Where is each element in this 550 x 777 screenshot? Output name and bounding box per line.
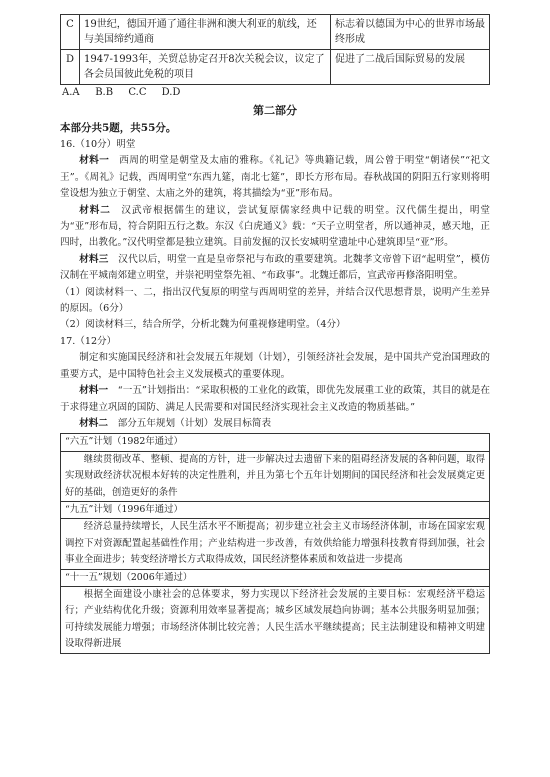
material-text: 汉武帝根据儒生的建议，尝试复原儒家经典中记载的明堂。汉代儒生提出，明堂为“亚”形布局，符合阴阳五行之数。东汉《白虎通义》载：“天子立明堂者，所以通神灵，感天地，正四时，出教化。”汉代明堂都是独立建筑。目前发掘的汉长安城明堂遗址中心建筑即呈“亚”形。 [60, 204, 491, 249]
q16-sub-question-1: （1）阅读材料一、二，指出汉代复原的明堂与西周明堂的差异，并结合汉代思想背景，说明产生差异的原因。（6分） [60, 286, 490, 315]
material-label: 材料一 [79, 155, 110, 167]
table-row [61, 519, 490, 569]
material-label: 材料一 [79, 385, 109, 397]
q16-material-1 [60, 153, 490, 202]
material-text: 部分五年规划（计划）发展目标简表 [117, 417, 272, 429]
material-label: 材料三 [79, 253, 109, 265]
table-row [61, 501, 490, 518]
plan-heading: “十一五”规划（2006年通过） [61, 569, 490, 586]
choice-c[interactable]: C.C [128, 87, 147, 98]
table-row [61, 15, 490, 50]
option-event: 19世纪，德国开通了通往非洲和澳大利亚的航线，还与美国缔约通商 [80, 15, 331, 50]
table-row [61, 586, 490, 653]
option-table [60, 14, 490, 85]
q17-heading: 17.（12分） [60, 335, 117, 347]
table-row [61, 50, 490, 85]
table-row [61, 569, 490, 586]
material-text: 西周的明堂是朝堂及太庙的雅称。《礼记》等典籍记载，周公曾于明堂“朝诸侯”“祀文王”。《周礼》记载，西周明堂“东西九筵，南北七筵”，即长方形布局。春秋战国的阴阳五行家则将明堂设想为独立于朝堂、太庙之外的建筑，将其描绘为“亚”形布局。 [60, 155, 491, 200]
material-label: 材料二 [79, 204, 111, 216]
part-note: 本部分共5题，共55分。 [60, 122, 177, 134]
table-row [61, 451, 490, 501]
q17-intro: 制定和实施国民经济和社会发展五年规划（计划），引领经济社会发展，是中国共产党治国理政的重要方式，是中国特色社会主义发展模式的重要体现。 [60, 352, 490, 380]
q16-material-2 [60, 203, 490, 252]
q16-heading: 16.（10分）明堂 [60, 139, 136, 150]
option-letter: C [61, 15, 80, 50]
material-label: 材料二 [79, 417, 108, 429]
choice-a[interactable]: A.A [62, 87, 80, 98]
q17-material-1 [60, 383, 490, 416]
option-letter: D [61, 50, 80, 85]
choice-b[interactable]: B.B [95, 87, 114, 98]
plan-body: 继续贯彻改革、整顿、提高的方针，进一步解决过去遗留下来的阻碍经济发展的各种问题，取得实现财政经济状况根本好转的决定性胜利，并且为第七个五年计划期间的国民经济和社会发展奠定更好的基础，创造更好的条件 [61, 451, 490, 501]
table-row [61, 434, 490, 451]
q16-sub-question-2: （2）阅读材料三，结合所学，分析北魏为何重视修建明堂。（4分） [60, 319, 346, 331]
exam-page [60, 14, 490, 654]
plan-heading: “六五”计划（1982年通过） [61, 434, 490, 451]
q16-material-3 [60, 252, 490, 285]
plan-body: 经济总量持续增长，人民生活水平不断提高；初步建立社会主义市场经济体制，市场在国家宏观调控下对资源配置起基础性作用；产业结构进一步改善，有效供给能力增强科技教育得到加强，社会事业全面进步；转变经济增长方式取得成效，国民经济整体素质和效益进一步提高 [61, 519, 490, 569]
plan-body: 根据全面建设小康社会的总体要求，努力实现以下经济社会发展的主要目标：宏观经济平稳运行；产业结构优化升级；资源利用效率显著提高；城乡区域发展趋向协调；基本公共服务明显加强；可持续发展能力增强；市场经济体制比较完善；人民生活水平继续提高；民主法制建设和精神文明建设取得新进展 [61, 586, 490, 653]
material-text: 汉代以后，明堂一直是皇帝祭祀与布政的重要建筑。北魏孝文帝曾下诏“起明堂”，模仿汉制在平城南郊建立明堂，并崇祀明堂祭先祖、“布政事”。北魏迁都后，宣武帝再修洛阳明堂。 [60, 253, 490, 282]
material-text: “一五”计划指出：“采取积极的工业化的政策，即优先发展重工业的政策，其目的就是在于求得建立巩固的国防、满足人民需要和对国民经济实现社会主义改造的物质基础。” [60, 385, 491, 413]
option-result: 促进了二战后国际贸易的发展 [331, 50, 490, 85]
plan-heading: “九五”计划（1996年通过） [61, 501, 490, 518]
part-title: 第二部分 [253, 104, 297, 117]
five-year-plan-table [60, 433, 490, 653]
option-result: 标志着以德国为中心的世界市场最终形成 [331, 15, 490, 50]
answer-choices [62, 87, 490, 98]
choice-d[interactable]: D.D [161, 87, 181, 98]
q17-material-2 [60, 416, 490, 432]
option-event: 1947-1993年，关贸总协定召开8次关税会议，议定了各会员国彼此免税的项目 [80, 50, 331, 85]
